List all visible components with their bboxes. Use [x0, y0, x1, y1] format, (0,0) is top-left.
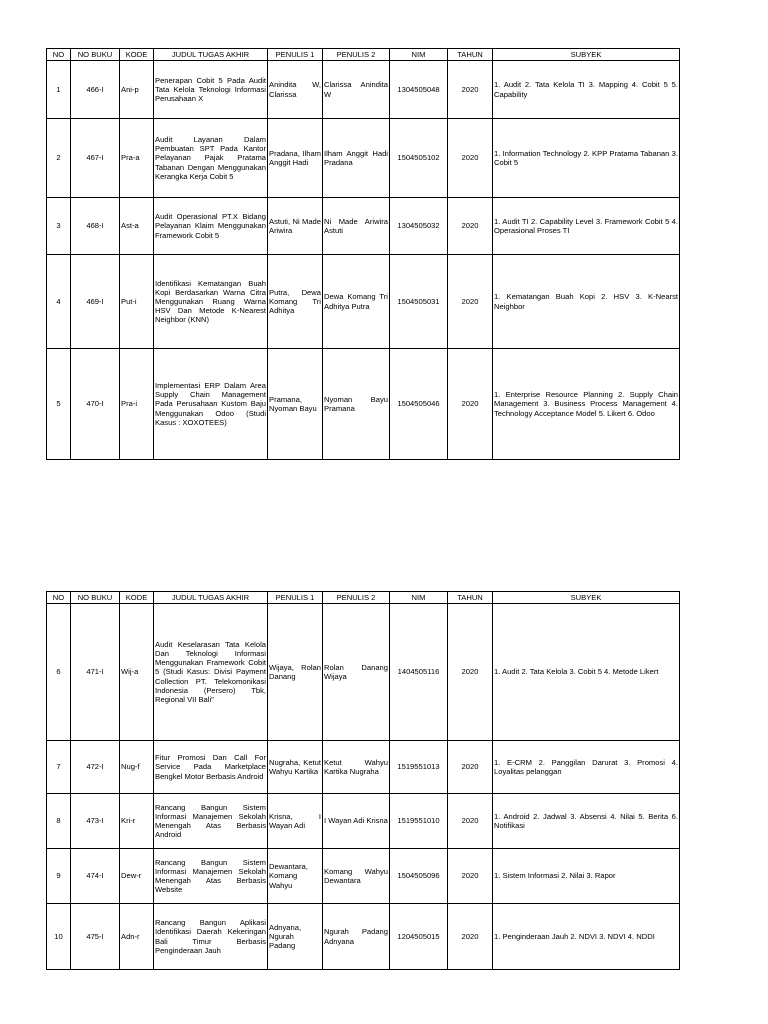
cell-judul: Audit Layanan Dalam Pembuatan SPT Pada Kantor Pelayanan Pajak Pratama Tabanan Dengan Menggunakan Kerangka Kerja Cobit 5 — [154, 119, 268, 198]
cell-kode: Nug-f — [120, 741, 154, 794]
cell-no: 3 — [47, 198, 71, 255]
cell-nim: 1504505096 — [390, 849, 448, 904]
header-kode: KODE — [120, 592, 154, 604]
header-subyek: SUBYEK — [493, 592, 680, 604]
cell-no-buku: 469-I — [71, 255, 120, 349]
cell-kode: Ani-p — [120, 61, 154, 119]
cell-nim: 1304505048 — [390, 61, 448, 119]
header-penulis-2: PENULIS 2 — [323, 49, 390, 61]
cell-nim: 1304505032 — [390, 198, 448, 255]
cell-tahun: 2020 — [448, 794, 493, 849]
cell-kode: Pra-a — [120, 119, 154, 198]
table-row — [47, 61, 680, 119]
cell-penulis-2: Ketut Wahyu Kartika Nugraha — [323, 741, 390, 794]
header-no-buku: NO BUKU — [71, 592, 120, 604]
cell-tahun: 2020 — [448, 604, 493, 741]
header-tahun: TAHUN — [448, 49, 493, 61]
cell-judul: Audit Operasional PT.X Bidang Pelayanan Klaim Menggunakan Framework Cobit 5 — [154, 198, 268, 255]
cell-kode: Dew-r — [120, 849, 154, 904]
header-penulis-1: PENULIS 1 — [268, 592, 323, 604]
cell-no-buku: 466-I — [71, 61, 120, 119]
cell-tahun: 2020 — [448, 198, 493, 255]
table-row — [47, 604, 680, 741]
cell-subyek: 1. E-CRM 2. Panggilan Darurat 3. Promosi 4. Loyalitas pelanggan — [493, 741, 680, 794]
header-subyek: SUBYEK — [493, 49, 680, 61]
cell-no: 1 — [47, 61, 71, 119]
header-penulis-1: PENULIS 1 — [268, 49, 323, 61]
table-header-row — [47, 49, 680, 61]
cell-penulis-1: Nugraha, Ketut Wahyu Kartika — [268, 741, 323, 794]
table-row — [47, 904, 680, 970]
cell-penulis-2: Ilham Anggit Hadi Pradana — [323, 119, 390, 198]
cell-judul: Rancang Bangun Aplikasi Identifikasi Daerah Kekeringan Bali Timur Berbasis Penginderaan Jauh — [154, 904, 268, 970]
cell-nim: 1519551010 — [390, 794, 448, 849]
cell-tahun: 2020 — [448, 904, 493, 970]
cell-judul: Penerapan Cobit 5 Pada Audit Tata Kelola Teknologi Informasi Perusahaan X — [154, 61, 268, 119]
cell-subyek: 1. Audit 2. Tata Kelola TI 3. Mapping 4. Cobit 5 5. Capability — [493, 61, 680, 119]
cell-nim: 1504505046 — [390, 349, 448, 460]
cell-judul: Rancang Bangun Sistem Informasi Manajemen Sekolah Menengah Atas Berbasis Android — [154, 794, 268, 849]
cell-tahun: 2020 — [448, 61, 493, 119]
header-nim: NIM — [390, 49, 448, 61]
header-kode: KODE — [120, 49, 154, 61]
cell-subyek: 1. Audit TI 2. Capability Level 3. Framework Cobit 5 4. Operasional Proses TI — [493, 198, 680, 255]
thesis-table-1 — [46, 48, 680, 460]
header-judul: JUDUL TUGAS AKHIR — [154, 49, 268, 61]
cell-tahun: 2020 — [448, 119, 493, 198]
thesis-table-2 — [46, 591, 680, 970]
cell-tahun: 2020 — [448, 349, 493, 460]
cell-judul: Identifikasi Kematangan Buah Kopi Berdasarkan Warna Citra Menggunakan Ruang Warna HSV Dan Metode K-Nearest Neighbor (KNN) — [154, 255, 268, 349]
table-row — [47, 849, 680, 904]
cell-penulis-2: Clarissa Anindita W — [323, 61, 390, 119]
cell-penulis-2: Komang Wahyu Dewantara — [323, 849, 390, 904]
cell-judul: Fitur Promosi Dan Call For Service Pada Marketplace Bengkel Motor Berbasis Android — [154, 741, 268, 794]
cell-nim: 1404505116 — [390, 604, 448, 741]
cell-penulis-1: Adnyana, Ngurah Padang — [268, 904, 323, 970]
cell-subyek: 1. Audit 2. Tata Kelola 3. Cobit 5 4. Metode Likert — [493, 604, 680, 741]
cell-penulis-2: I Wayan Adi Krisna — [323, 794, 390, 849]
cell-penulis-1: Pramana, Nyoman Bayu — [268, 349, 323, 460]
cell-subyek: 1. Information Technology 2. KPP Pratama Tabanan 3. Cobit 5 — [493, 119, 680, 198]
cell-no: 9 — [47, 849, 71, 904]
cell-subyek: 1. Android 2. Jadwal 3. Absensi 4. Nilai 5. Berita 6. Notifikasi — [493, 794, 680, 849]
cell-no: 4 — [47, 255, 71, 349]
cell-penulis-2: Ngurah Padang Adnyana — [323, 904, 390, 970]
cell-no: 6 — [47, 604, 71, 741]
cell-no-buku: 468-I — [71, 198, 120, 255]
table-row — [47, 794, 680, 849]
cell-judul: Audit Keselarasan Tata Kelola Dan Teknologi Informasi Menggunakan Framework Cobit 5 (Studi Kasus: Divisi Payment Collection PT. Telekomonikasi Indonesia (Persero) Tbk, Regional VII Bali" — [154, 604, 268, 741]
cell-tahun: 2020 — [448, 255, 493, 349]
cell-subyek: 1. Enterprise Resource Planning 2. Supply Chain Management 3. Business Process Management 4. Technology Acceptance Model 5. Likert 6. Odoo — [493, 349, 680, 460]
cell-judul: Implementasi ERP Dalam Area Supply Chain Management Pada Perusahaan Kustom Baju Menggunakan Odoo (Studi Kasus : XOXOTEES) — [154, 349, 268, 460]
cell-subyek: 1. Sistem Informasi 2. Nilai 3. Rapor — [493, 849, 680, 904]
cell-no: 5 — [47, 349, 71, 460]
cell-nim: 1204505015 — [390, 904, 448, 970]
cell-no-buku: 472-I — [71, 741, 120, 794]
cell-kode: Ast-a — [120, 198, 154, 255]
cell-penulis-1: Dewantara, Komang Wahyu — [268, 849, 323, 904]
cell-no-buku: 475-I — [71, 904, 120, 970]
cell-penulis-1: Astuti, Ni Made Ariwira — [268, 198, 323, 255]
cell-nim: 1519551013 — [390, 741, 448, 794]
cell-no-buku: 470-I — [71, 349, 120, 460]
cell-kode: Wij-a — [120, 604, 154, 741]
cell-subyek: 1. Penginderaan Jauh 2. NDVI 3. NDVI 4. NDDI — [493, 904, 680, 970]
cell-penulis-1: Anindita W, Clarissa — [268, 61, 323, 119]
cell-no: 10 — [47, 904, 71, 970]
cell-no: 2 — [47, 119, 71, 198]
cell-kode: Pra-i — [120, 349, 154, 460]
table-row — [47, 119, 680, 198]
cell-penulis-2: Dewa Komang Tri Adhitya Putra — [323, 255, 390, 349]
header-no-buku: NO BUKU — [71, 49, 120, 61]
table-row — [47, 255, 680, 349]
header-tahun: TAHUN — [448, 592, 493, 604]
table-header-row — [47, 592, 680, 604]
cell-penulis-1: Krisna, I Wayan Adi — [268, 794, 323, 849]
cell-nim: 1504505031 — [390, 255, 448, 349]
cell-no: 7 — [47, 741, 71, 794]
header-judul: JUDUL TUGAS AKHIR — [154, 592, 268, 604]
cell-penulis-2: Nyoman Bayu Pramana — [323, 349, 390, 460]
header-penulis-2: PENULIS 2 — [323, 592, 390, 604]
header-nim: NIM — [390, 592, 448, 604]
cell-no-buku: 471-I — [71, 604, 120, 741]
header-no: NO — [47, 592, 71, 604]
cell-penulis-1: Wijaya, Rolan Danang — [268, 604, 323, 741]
cell-penulis-1: Pradana, Ilham Anggit Hadi — [268, 119, 323, 198]
cell-tahun: 2020 — [448, 849, 493, 904]
cell-no-buku: 474-I — [71, 849, 120, 904]
cell-kode: Adn-r — [120, 904, 154, 970]
cell-no-buku: 473-I — [71, 794, 120, 849]
cell-nim: 1504505102 — [390, 119, 448, 198]
header-no: NO — [47, 49, 71, 61]
cell-penulis-2: Ni Made Ariwira Astuti — [323, 198, 390, 255]
cell-kode: Kri-r — [120, 794, 154, 849]
cell-no: 8 — [47, 794, 71, 849]
cell-subyek: 1. Kematangan Buah Kopi 2. HSV 3. K-Nearst Neighbor — [493, 255, 680, 349]
table-row — [47, 349, 680, 460]
cell-judul: Rancang Bangun Sistem Informasi Manajemen Sekolah Menengah Atas Berbasis Website — [154, 849, 268, 904]
cell-penulis-1: Putra, Dewa Komang Tri Adhitya — [268, 255, 323, 349]
cell-no-buku: 467-I — [71, 119, 120, 198]
cell-tahun: 2020 — [448, 741, 493, 794]
cell-kode: Put-i — [120, 255, 154, 349]
table-row — [47, 741, 680, 794]
table-row — [47, 198, 680, 255]
cell-penulis-2: Rolan Danang Wijaya — [323, 604, 390, 741]
